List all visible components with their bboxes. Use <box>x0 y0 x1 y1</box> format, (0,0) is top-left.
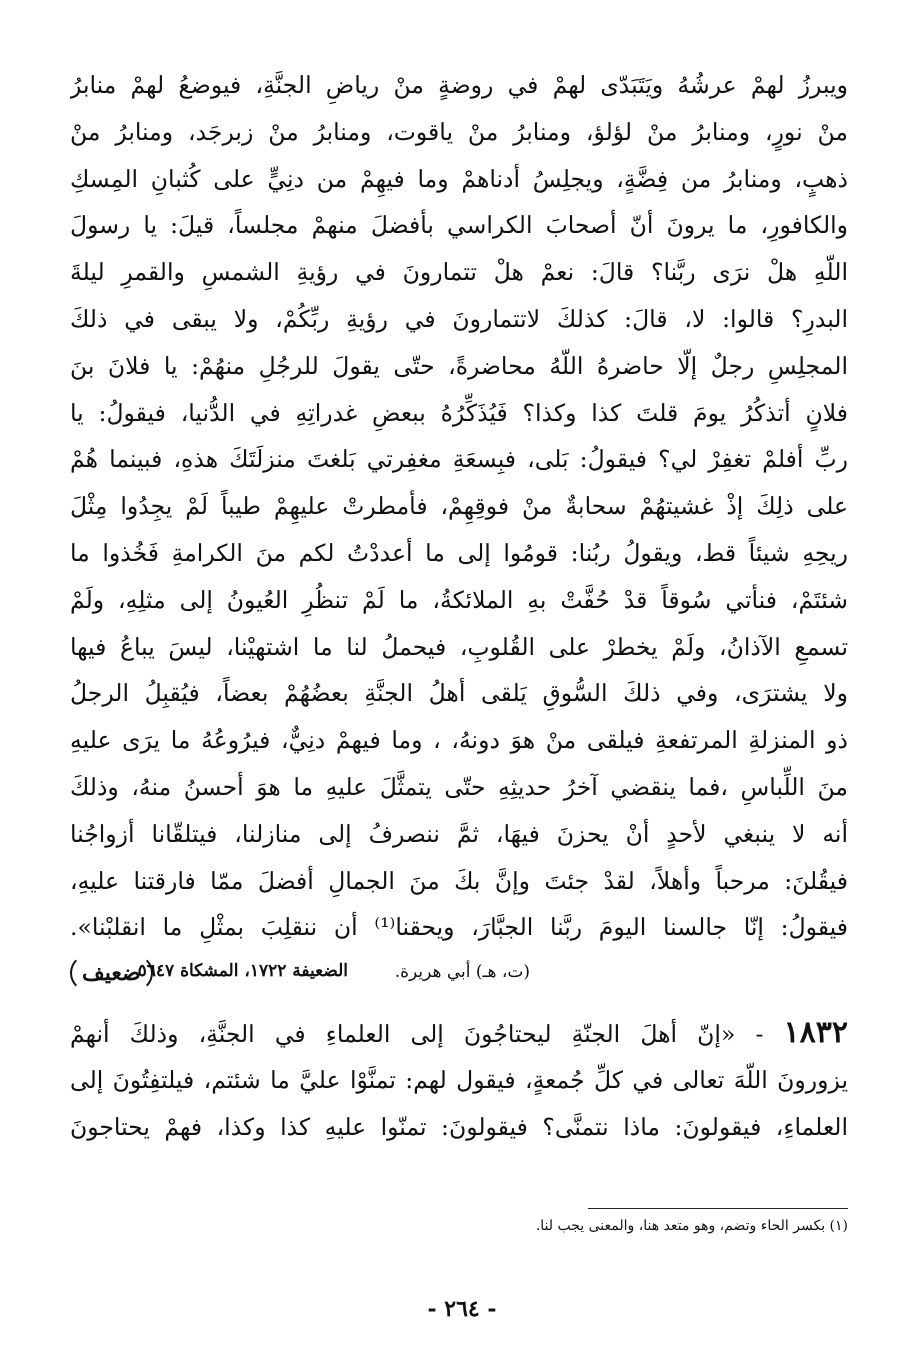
main-text-block <box>70 62 848 951</box>
grade-badge: ضعيف <box>70 954 153 992</box>
text-line: شئتَمْ، فنأتي سُوقاً قدْ حُفَّتْ بهِ الملائكةُ، ما لَمْ تنظُرِ العُيونُ إلى مثلِهِ، ولَمْ <box>70 585 848 614</box>
text-line: ذهبٍ، ومنابرُ من فِضَّةٍ، ويجلِسُ أدناهمْ وما فيهِمْ من دنِيٍّ على كُثبانِ المِسكِ <box>70 164 848 193</box>
narrator-citation: (ت، هـ) أبي هريرة. <box>394 962 530 982</box>
hadith-number: ١٨٣٢ <box>783 1015 848 1050</box>
text-line: منْ نورٍ، ومنابرُ منْ لؤلؤ، ومنابرُ منْ ياقوت، ومنابرُ منْ زبرجَد، ومنابرُ منْ <box>70 117 848 146</box>
text-line: تسمعِ الآذانُ، ولَمْ يخطرْ على القُلوبِ، فيحملُ لنا ما اشتهيْنا، ليسَ يباعُ فيها <box>70 632 848 661</box>
text-line: ذو المنزلةِ المرتفعةِ فيلقى منْ هوَ دونهُ، ، وما فيهمْ دنِيٌّ، فيرُوعُهُ ما يرَى عليهِ <box>70 726 848 755</box>
references: الضعيفة ١٧٢٢، المشكاة ٥٦٤٧ <box>137 961 348 981</box>
text-line: ويبرزُ لهمْ عرشُهُ ويَتَبَدّى لهمْ في روضةٍ منْ رياضِ الجنَّةِ، فيوضعُ لهمْ منابرُ <box>70 71 848 99</box>
text-line: على ذلِكَ إذْ غشيتهُمْ سحابةٌ منْ فوقِهِمْ، فأمطرتْ عليهِمْ طيباً لَمْ يجِدُوا مِثْلَ <box>70 492 848 521</box>
hadith-1832-block <box>70 1010 848 1150</box>
text-line: فلانٍ أتذكُرُ يومَ قلتَ كذا وكذا؟ فَيُذَكِّرُهُ ببعضِ غدراتِهِ في الدُّنيا، فيقولُ: يا <box>70 398 848 427</box>
text-line: فيقولُ: إنّا جالسنا اليومَ ربَّنا الجبَّارَ، ويحقنا⁽¹⁾ أن ننقلِبَ بمثْلِ ما انقلبْنا». <box>70 913 848 942</box>
footnote: (١) بكسر الحاء وتضم، وهو متعد هنا، والمعنى يجب لنا. <box>535 1218 848 1234</box>
text-line: يزورونَ اللّهَ تعالى في كلِّ جُمعةٍ، فيقول لهم: تمنَّوْا عليَّ ما شئتم، فيلتفِتُونَ إلى <box>70 1065 848 1094</box>
hadith-first-line-text: - «إنّ أهلَ الجنّةِ ليحتاجُونَ إلى العلماءِ في الجنَّةِ، وذلكَ أنهمْ <box>70 1020 764 1048</box>
footnote-divider <box>588 1208 848 1209</box>
text-line: العلماءِ، فيقولونَ: ماذا نتمنَّى؟ فيقولونَ: تمنّوا عليهِ كذا وكذا، فهمْ يحتاجونَ <box>70 1112 848 1141</box>
page-number: - ٢٦٤ - <box>427 1296 497 1322</box>
text-line: منَ اللِّباسِ ،فما ينقضي آخرُ حديثِهِ حتّى يتمثَّلَ عليهِ ما هوَ أحسنُ منهُ، وذلكَ <box>70 772 848 801</box>
text-line: والكافورِ، ما يرونَ أنّ أصحابَ الكراسي بأفضلَ منهمْ مجلساً، قيلَ: يا رسولَ <box>70 211 848 240</box>
text-line: ربِّ أفلمْ تغفِرْ لي؟ فيقولُ: بَلى، فبِسعَةِ مغفِرتي بَلغتَ منزلَتَكَ هذهِ، فبينما هُمْ <box>70 445 848 474</box>
text-line: فيقُلنَ: مرحباً وأهلاً، لقدْ جئتَ وإنَّ بكَ منَ الجمالِ أفضلَ ممّا فارقتنا عليهِ، <box>70 866 848 895</box>
text-line: ولا يشترَى، وفي ذلكَ السُّوقِ يَلقى أهلُ الجنَّةِ بعضُهُمْ بعضاً، فيُقبِلُ الرجلُ <box>70 679 848 708</box>
text-line: أنه لا ينبغي لأحدٍ أنْ يحزنَ فيهَا، ثمَّ ننصرفُ إلى منازلنا، فيتلقّانا أزواجُنا <box>70 819 848 848</box>
text-line: ريحِهِ شيئاً قط، ويقولُ ربُنا: قومُوا إلى ما أعددْتُ لكم منَ الكرامةِ فَخُذوا ما <box>70 538 848 567</box>
text-line: البدرِ؟ قالوا: لا، قالَ: كذلكَ لاتتمارونَ في رؤيةِ ربِّكُمْ، ولا يبقى في ذلكَ <box>70 304 848 333</box>
hadith-source-row <box>70 952 848 1002</box>
hadith-first-line <box>70 1010 848 1057</box>
text-line: المجلِسِ رجلٌ إلّا حاضرهُ اللّهُ محاضرةً، حتّى يقولَ للرجُلِ منهُمْ: يا فلانَ بنَ <box>70 351 848 380</box>
text-line: اللّهِ هلْ نرَى ربَّنا؟ قالَ: نعمْ هلْ تتمارونَ في رؤيةِ الشمسِ والقمرِ ليلةَ <box>70 258 848 287</box>
